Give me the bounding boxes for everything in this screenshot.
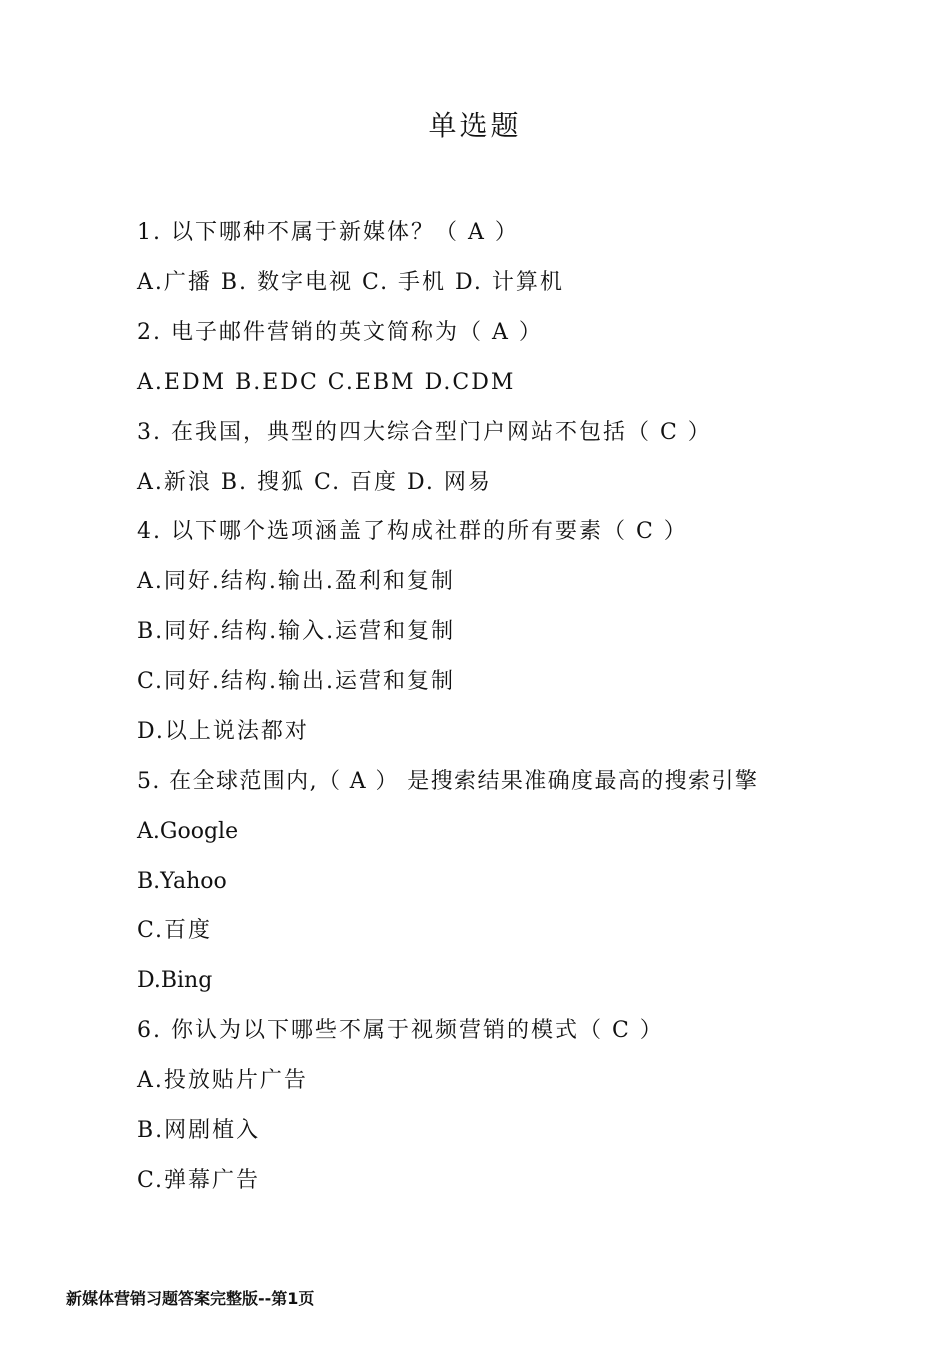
question-4-option-d: D.以上说法都对 — [137, 719, 309, 744]
question-5-option-c: C.百度 — [137, 918, 213, 943]
page-footer: 新媒体营销习题答案完整版--第1页 — [66, 1289, 315, 1308]
question-1: 1. 以下哪种不属于新媒体？（ A ） — [137, 220, 519, 245]
question-5-option-b: B.Yahoo — [137, 869, 227, 894]
question-4-option-c: C.同好.结构.输出.运营和复制 — [137, 669, 456, 694]
question-2: 2. 电子邮件营销的英文简称为（ A ） — [137, 320, 543, 345]
question-5: 5. 在全球范围内,（ A ） 是搜索结果准确度最高的搜索引擎 — [137, 769, 759, 794]
question-4: 4. 以下哪个选项涵盖了构成社群的所有要素（ C ） — [137, 519, 688, 544]
question-6-option-c: C.弹幕广告 — [137, 1168, 261, 1193]
question-2-options: A.EDM B.EDC C.EBM D.CDM — [137, 370, 516, 395]
question-3: 3. 在我国，典型的四大综合型门户网站不包括（ C ） — [137, 420, 712, 445]
question-6: 6. 你认为以下哪些不属于视频营销的模式（ C ） — [137, 1018, 664, 1043]
question-5-option-d: D.Bing — [137, 968, 213, 993]
question-1-options: A.广播 B. 数字电视 C. 手机 D. 计算机 — [137, 270, 564, 295]
page-title: 单选题 — [428, 109, 522, 142]
question-4-option-a: A.同好.结构.输出.盈利和复制 — [137, 569, 455, 594]
question-3-options: A.新浪 B. 搜狐 C. 百度 D. 网易 — [137, 470, 492, 495]
question-6-option-b: B.网剧植入 — [137, 1118, 261, 1143]
question-6-option-a: A.投放贴片广告 — [137, 1068, 308, 1093]
question-4-option-b: B.同好.结构.输入.运营和复制 — [137, 619, 456, 644]
question-5-option-a: A.Google — [137, 819, 239, 844]
